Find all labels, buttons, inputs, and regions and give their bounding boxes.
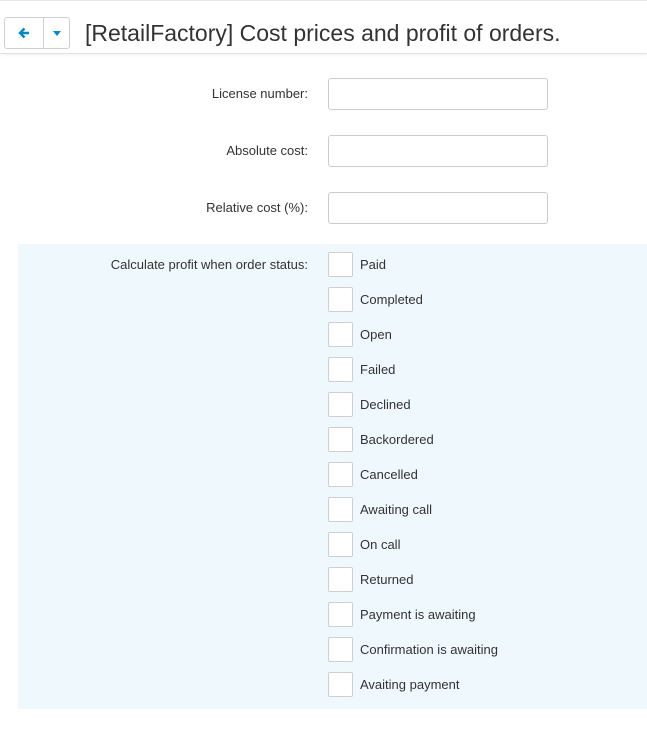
checkbox[interactable] (328, 672, 353, 697)
status-checkbox-item[interactable] (328, 672, 628, 707)
checkbox-label[interactable]: Backordered (360, 432, 434, 447)
status-checkbox-item[interactable] (328, 497, 628, 532)
checkbox[interactable] (328, 462, 353, 487)
status-checkbox-item[interactable] (328, 602, 628, 637)
absolute-cost-label: Absolute cost: (226, 143, 308, 158)
checkbox-label[interactable]: Avaiting payment (360, 677, 460, 692)
checkbox[interactable] (328, 427, 353, 452)
relative-cost-row (0, 192, 647, 224)
status-checkbox-item[interactable] (328, 392, 628, 427)
checkbox[interactable] (328, 322, 353, 347)
checkbox-label[interactable]: Open (360, 327, 392, 342)
checkbox-label[interactable]: Payment is awaiting (360, 607, 476, 622)
order-status-checkbox-list (328, 252, 628, 707)
back-button[interactable] (5, 18, 44, 48)
caret-down-icon (53, 31, 61, 36)
checkbox[interactable] (328, 392, 353, 417)
order-status-label: Calculate profit when order status: (110, 257, 308, 272)
checkbox[interactable] (328, 357, 353, 382)
absolute-cost-row (0, 135, 647, 167)
license-number-label: License number: (211, 86, 308, 101)
checkbox[interactable] (328, 637, 353, 662)
checkbox[interactable] (328, 602, 353, 627)
license-number-input[interactable] (328, 78, 548, 110)
more-actions-button[interactable] (44, 18, 69, 48)
checkbox-label[interactable]: Confirmation is awaiting (360, 642, 499, 657)
checkbox-label[interactable]: Cancelled (360, 467, 418, 482)
checkbox-label[interactable]: Returned (360, 572, 414, 587)
status-checkbox-item[interactable] (328, 462, 628, 497)
status-checkbox-item[interactable] (328, 287, 628, 322)
page-title: [RetailFactory] Cost prices and profit of orders. (85, 20, 561, 46)
navigation-button-group (4, 17, 70, 49)
checkbox-label[interactable]: On call (360, 537, 401, 552)
checkbox[interactable] (328, 532, 353, 557)
relative-cost-label: Relative cost (%): (206, 200, 308, 215)
page-header (0, 0, 647, 54)
arrow-left-icon (18, 27, 30, 39)
checkbox-label[interactable]: Paid (360, 257, 387, 272)
status-checkbox-item[interactable] (328, 427, 628, 462)
checkbox[interactable] (328, 252, 353, 277)
checkbox-label[interactable]: Failed (360, 362, 396, 377)
absolute-cost-input[interactable] (328, 135, 548, 167)
status-checkbox-item[interactable] (328, 532, 628, 567)
status-checkbox-item[interactable] (328, 252, 628, 287)
relative-cost-input[interactable] (328, 192, 548, 224)
status-checkbox-item[interactable] (328, 322, 628, 357)
license-number-row (0, 78, 647, 110)
status-checkbox-item[interactable] (328, 637, 628, 672)
checkbox[interactable] (328, 287, 353, 312)
status-checkbox-item[interactable] (328, 357, 628, 392)
checkbox-label[interactable]: Declined (360, 397, 411, 412)
checkbox[interactable] (328, 567, 353, 592)
checkbox-label[interactable]: Completed (360, 292, 423, 307)
status-checkbox-item[interactable] (328, 567, 628, 602)
checkbox-label[interactable]: Awaiting call (360, 502, 433, 517)
checkbox[interactable] (328, 497, 353, 522)
